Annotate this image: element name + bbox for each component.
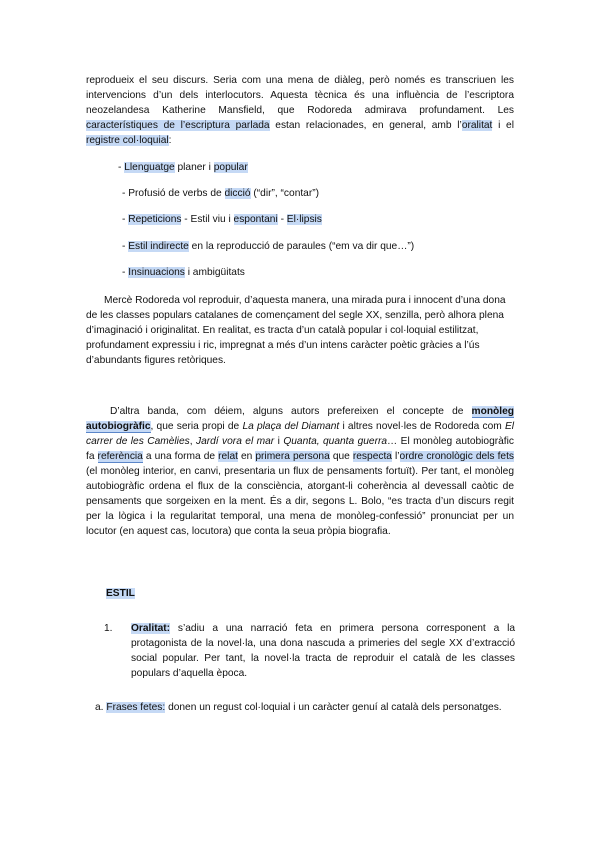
numbered-item-number: 1. <box>104 623 113 634</box>
highlight-oralitat: oralitat <box>461 120 493 131</box>
section-heading-text: ESTIL <box>106 588 135 599</box>
highlight-espontani: espontani <box>233 214 278 225</box>
paragraph-monoleg-text: (el monòleg interior, en canvi, presentaria un flux de pensaments fortuït). Per tant, el monòleg autobiogràfic ordena el flux de la consciència, atorgant-li coherència al devessall caòtic de pensaments que sorgeixen en la ment. És a dir, segons L. Bolo, “es tracta d’un discurs regit per la lògica i la regularitat temporal, una mena de monòleg-confessió” pronunciat per un locutor (en aquest cas, locutora) que conta la seua pròpia biografia. <box>86 466 514 537</box>
book-title: La plaça del Diamant <box>242 421 340 432</box>
highlight-popular: popular <box>213 162 248 173</box>
highlight-diccio: dicció <box>224 188 251 199</box>
paragraph-monoleg-text: l’ <box>391 451 400 462</box>
highlight-ordre-cronologic: ordre cronològic dels fets <box>399 451 514 462</box>
paragraph-monoleg-text: D’altra banda, com déiem, alguns autors prefereixen el concepte de <box>110 406 472 417</box>
highlight-llenguatge: Llenguatge <box>124 162 175 173</box>
numbered-item-text: s’adiu a una narració feta en primera persona corresponent a la protagonista de la novel·la, una dona nascuda a primeries del segle XX d’extracció social popular. Per tant, la novel·la tracta de reproduir el català de les classes populars d’aquella època. <box>131 623 515 679</box>
paragraph-monoleg <box>86 404 514 539</box>
highlight-estil-indirecte: Estil indirecte <box>128 241 189 252</box>
paragraph-monoleg-text: a una forma de <box>142 451 219 462</box>
book-title: El carrer de les Camèlies <box>86 421 514 447</box>
paragraph-monoleg-text: … El monòleg autobiogràfic fa <box>86 436 514 462</box>
highlight-caracteristiques: característiques de l’escriptura parlada <box>86 120 270 131</box>
highlight-oralitat-term: Oralitat: <box>131 623 171 634</box>
paragraph-intro-text-1: reprodueix el seu discurs. Seria com una mena de diàleg, però només es transcriuen les intervencions d’un dels interlocutors. Aquesta tècnica és una influència de l’escriptora neozelandesa Katherine Mansfield, que Rodoreda admirava profundament. Les <box>86 75 514 116</box>
highlight-monoleg-autobiografic: monòleg autobiogràfic <box>86 406 514 432</box>
list-item-prefix: - <box>118 162 125 173</box>
paragraph-rodoreda: Mercè Rodoreda vol reproduir, d’aquesta manera, una mirada pura i innocent d’una dona de les classes populars catalanes de començament del segle XX, senzilla, però alhora plena d’imaginació i originalitat. En realitat, es tracta d’un català popular i col·loquial estilitzat, profundament expressiu i ric, impregnat a més d’un intens caràcter poètic gràcies a l’ús d’abundants figures retòriques. <box>86 295 506 366</box>
paragraph-monoleg-text: , <box>189 436 196 447</box>
list-item-prefix: - <box>122 267 129 278</box>
list-item <box>122 212 322 227</box>
paragraph-monoleg-text: que <box>329 451 353 462</box>
highlight-respecta: respecta <box>352 451 392 462</box>
paragraph-monoleg-text: i <box>274 436 284 447</box>
book-title: Quanta, quanta guerra <box>283 436 388 447</box>
list-item-text: planer i <box>174 162 214 173</box>
numbered-item-oralitat <box>131 621 515 681</box>
highlight-insinuacions: Insinuacions <box>128 267 185 278</box>
paragraph-monoleg-text: , que seria propi de <box>150 421 243 432</box>
list-item-text: i ambigüitats <box>184 267 245 278</box>
lettered-item-frases-fetes <box>86 700 506 715</box>
list-item-text: en la reproducció de paraules (“em va dir que…”) <box>188 241 415 252</box>
list-item-separator: - <box>277 214 287 225</box>
highlight-relat: relat <box>218 451 238 462</box>
highlight-repeticions: Repeticions <box>128 214 182 225</box>
list-item <box>122 265 245 280</box>
list-item-prefix: - Profusió de verbs de <box>122 188 225 199</box>
paragraph-intro-text-3: i el <box>492 120 514 131</box>
section-heading <box>106 586 135 601</box>
lettered-item-text: donen un regust col·loquial i un caràcter genuí al català dels personatges. <box>165 702 502 713</box>
list-item-prefix: - <box>122 241 129 252</box>
paragraph-intro-text-4: : <box>168 135 172 146</box>
highlight-registre: registre col·loquial <box>86 135 169 146</box>
highlight-frases-fetes: Frases fetes: <box>106 702 166 713</box>
lettered-item-letter: a. <box>95 702 104 713</box>
highlight-ellipsis: El·lipsis <box>286 214 322 225</box>
highlight-primera-persona: primera persona <box>255 451 330 462</box>
list-item-text: - Estil viu i <box>181 214 234 225</box>
paragraph-monoleg-text: en <box>237 451 256 462</box>
paragraph-intro-text-2: estan relacionades, en general, amb l’ <box>269 120 462 131</box>
paragraph-intro <box>86 73 514 148</box>
paragraph-monoleg-text: i altres novel·les de Rodoreda com <box>339 421 505 432</box>
list-item <box>122 186 319 201</box>
list-item-prefix: - <box>122 214 129 225</box>
book-title: Jardí vora el mar <box>195 436 275 447</box>
list-item <box>118 160 248 175</box>
list-item <box>122 239 414 254</box>
list-item-text: (“dir”, “contar”) <box>250 188 320 199</box>
highlight-referencia: referència <box>97 451 143 462</box>
